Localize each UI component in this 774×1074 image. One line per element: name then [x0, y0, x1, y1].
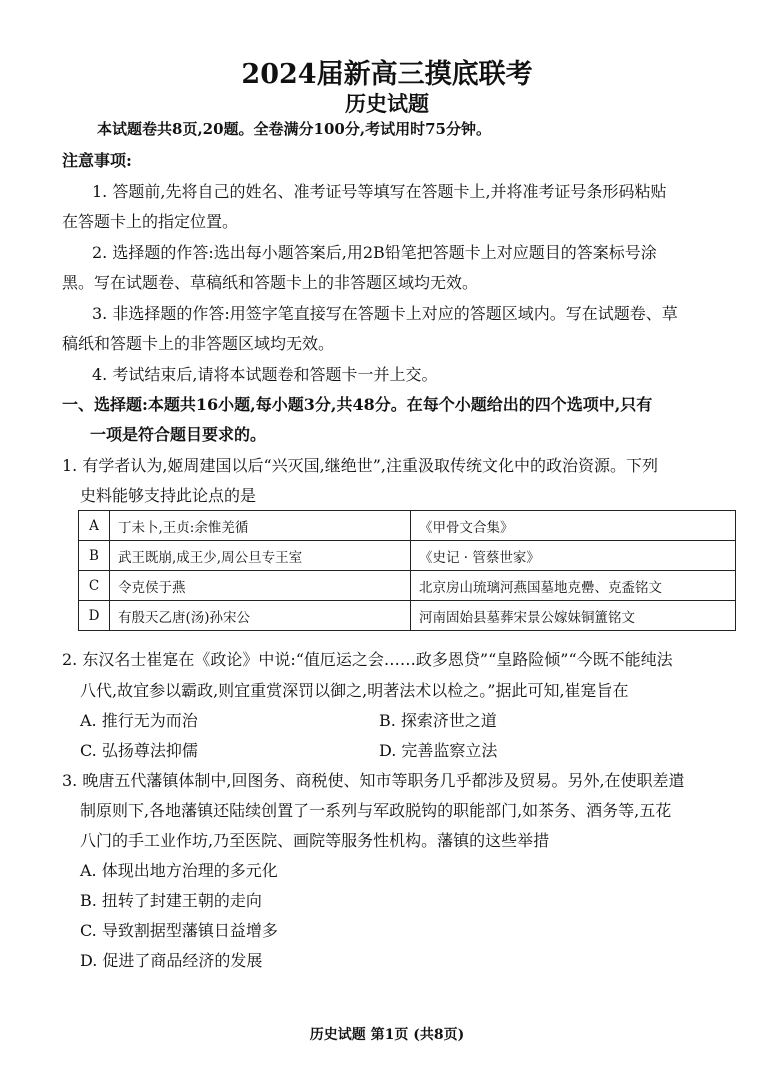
note-line: 3. 非选择题的作答:用签字笔直接写在答题卡上对应的答题区域内。写在试题卷、草 — [92, 304, 678, 323]
option-content: 丁未卜,王贞:余惟羌循 — [110, 511, 411, 541]
exam-subject: 历史试题 — [345, 91, 429, 116]
question-1-stem: 1. 有学者认为,姬周建国以后“兴灭国,继绝世”,注重汲取传统文化中的政治资源。下列 — [62, 456, 658, 475]
note-line: 黑。写在试题卷、草稿纸和答题卡上的非答题区域均无效。 — [62, 273, 479, 292]
question-3-option-a: A. 体现出地方治理的多元化 — [80, 861, 278, 880]
option-content: 武王既崩,成王少,周公旦专王室 — [110, 541, 411, 571]
section-heading-cont: 一项是符合题目要求的。 — [90, 425, 267, 444]
option-key: B — [79, 541, 110, 571]
note-line: 4. 考试结束后,请将本试题卷和答题卡一并上交。 — [92, 365, 438, 384]
note-line: 在答题卡上的指定位置。 — [62, 212, 239, 231]
note-line: 稿纸和答题卡上的非答题区域均无效。 — [62, 334, 335, 353]
question-1-options-table — [78, 510, 736, 631]
question-2-stem: 2. 东汉名士崔寔在《政论》中说:“值厄运之会……政多恩贷”“皇路险倾”“今既不能纯法 — [62, 650, 673, 669]
option-key: A — [79, 511, 110, 541]
option-content: 有殷天乙唐(汤)孙宋公 — [110, 601, 411, 631]
note-line: 2. 选择题的作答:选出每小题答案后,用2B铅笔把答题卡上对应题目的答案标号涂 — [92, 243, 657, 262]
note-line: 1. 答题前,先将自己的姓名、准考证号等填写在答题卡上,并将准考证号条形码粘贴 — [92, 182, 667, 201]
question-3-option-d: D. 促进了商品经济的发展 — [80, 951, 263, 970]
question-2-option-b: B. 探索济世之道 — [379, 711, 497, 730]
option-source: 《史记 · 管蔡世家》 — [411, 541, 736, 571]
option-content: 令克侯于燕 — [110, 571, 411, 601]
question-1-stem-cont: 史料能够支持此论点的是 — [80, 486, 257, 505]
option-source: 河南固始县墓葬宋景公嫁妹铜簠铭文 — [411, 601, 736, 631]
question-3-option-b: B. 扭转了封建王朝的走向 — [80, 891, 262, 910]
question-3-stem-cont: 制原则下,各地藩镇还陆续创置了一系列与军政脱钩的职能部门,如茶务、酒务等,五花 — [80, 801, 672, 820]
question-2-stem-cont: 八代,故宜参以霸政,则宜重赏深罚以御之,明著法术以检之。”据此可知,崔寔旨在 — [80, 681, 629, 700]
exam-title: 2024届新高三摸底联考 — [241, 59, 533, 90]
table-row — [79, 511, 736, 541]
option-key: D — [79, 601, 110, 631]
option-key: C — [79, 571, 110, 601]
section-heading: 一、选择题:本题共16小题,每小题3分,共48分。在每个小题给出的四个选项中,只有 — [62, 395, 653, 414]
notes-heading: 注意事项: — [62, 151, 132, 170]
question-3-option-c: C. 导致割据型藩镇日益增多 — [80, 921, 278, 940]
table-row — [79, 541, 736, 571]
question-3-stem: 3. 晚唐五代藩镇体制中,回图务、商税使、知市等职务几乎都涉及贸易。另外,在使职差遣 — [62, 771, 685, 790]
page-footer: 历史试题 第1页 (共8页) — [309, 1027, 465, 1043]
table-row — [79, 571, 736, 601]
question-3-stem-cont: 八门的手工业作坊,乃至医院、画院等服务性机构。藩镇的这些举措 — [80, 831, 550, 850]
question-2-option-a: A. 推行无为而治 — [80, 711, 198, 730]
question-2-option-d: D. 完善监察立法 — [379, 741, 498, 760]
option-source: 北京房山琉璃河燕国墓地克罍、克盉铭文 — [411, 571, 736, 601]
option-source: 《甲骨文合集》 — [411, 511, 736, 541]
table-row — [79, 601, 736, 631]
exam-info: 本试题卷共8页,20题。全卷满分100分,考试用时75分钟。 — [97, 120, 491, 138]
question-2-option-c: C. 弘扬尊法抑儒 — [80, 741, 198, 760]
